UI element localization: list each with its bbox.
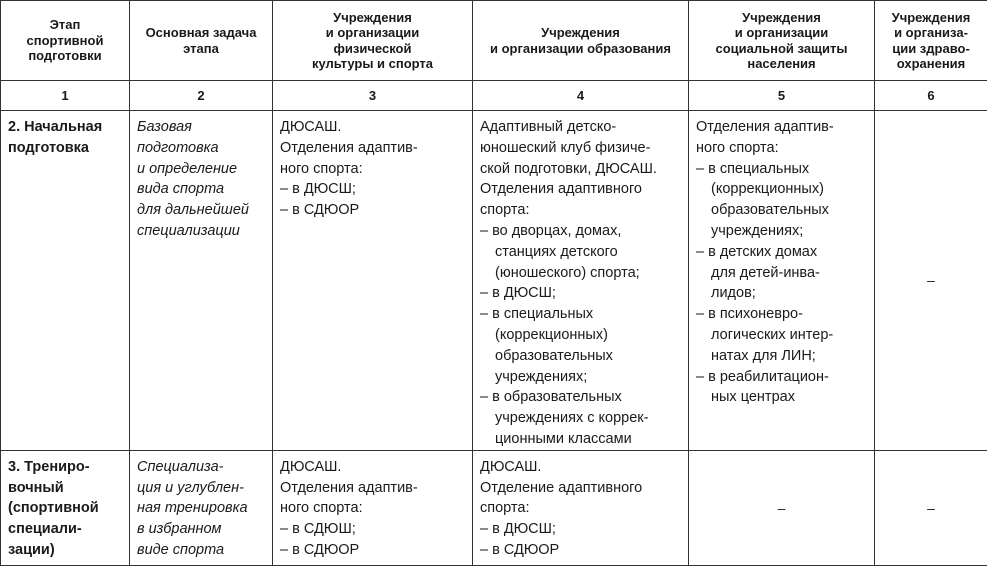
cell-line: станциях детского <box>480 242 682 263</box>
header-cell <box>689 1 875 81</box>
cell-line: лидов; <box>696 283 868 304</box>
cell-line: вочный <box>8 478 123 499</box>
cell-line: – в ДЮСШ; <box>480 519 682 540</box>
header-line: и организации <box>689 25 874 41</box>
task-cell <box>130 111 273 451</box>
social-institutions-cell: – <box>689 450 875 565</box>
header-line: населения <box>689 56 874 72</box>
header-line: охранения <box>875 56 987 72</box>
header-cell <box>473 1 689 81</box>
column-number: 5 <box>689 81 875 111</box>
cell-line: ДЮСАШ. <box>280 117 466 138</box>
header-line: социальной защиты <box>689 41 874 57</box>
cell-line: Отделение адаптивного <box>480 478 682 499</box>
cell-line: ционными классами <box>480 429 682 450</box>
cell-line: и определение <box>137 159 266 180</box>
header-line: Учреждения <box>273 10 472 26</box>
table-row <box>1 111 987 451</box>
cell-line: – в детских домах <box>696 242 868 263</box>
stage-cell <box>1 111 130 451</box>
cell-line: 3. Трениро- <box>8 457 123 478</box>
column-number: 4 <box>473 81 689 111</box>
column-number: 3 <box>273 81 473 111</box>
header-line: Учреждения <box>473 25 688 41</box>
cell-line: логических интер- <box>696 325 868 346</box>
header-line: и организа- <box>875 25 987 41</box>
education-institutions-cell <box>473 111 689 451</box>
cell-line: ДЮСАШ. <box>280 457 466 478</box>
cell-line: Адаптивный детско- <box>480 117 682 138</box>
cell-line: ДЮСАШ. <box>480 457 682 478</box>
column-number: 2 <box>130 81 273 111</box>
cell-line: ного спорта: <box>280 498 466 519</box>
stage-cell <box>1 450 130 565</box>
cell-line: в избранном <box>137 519 266 540</box>
cell-line: специали- <box>8 519 123 540</box>
sport-institutions-cell <box>273 111 473 451</box>
cell-line: образовательных <box>480 346 682 367</box>
header-line: и организации образования <box>473 41 688 57</box>
cell-line: (коррекционных) <box>696 179 868 200</box>
header-line: подготовки <box>1 48 129 64</box>
cell-line: – во дворцах, домах, <box>480 221 682 242</box>
cell-line: Отделения адаптив- <box>280 138 466 159</box>
header-line: и организации <box>273 25 472 41</box>
cell-line: юношеский клуб физиче- <box>480 138 682 159</box>
header-cell <box>130 1 273 81</box>
header-line: физической <box>273 41 472 57</box>
column-number-row <box>1 81 987 111</box>
cell-line: специализации <box>137 221 266 242</box>
header-cell <box>875 1 987 81</box>
cell-line: зации) <box>8 540 123 561</box>
cell-line: – в СДЮШ; <box>280 519 466 540</box>
education-institutions-cell <box>473 450 689 565</box>
cell-line: натах для ЛИН; <box>696 346 868 367</box>
header-line: культуры и спорта <box>273 56 472 72</box>
cell-line: – в ДЮСШ; <box>480 283 682 304</box>
cell-line: спорта: <box>480 498 682 519</box>
cell-line: ная тренировка <box>137 498 266 519</box>
header-line: Учреждения <box>689 10 874 26</box>
health-institutions-cell: – <box>875 111 987 451</box>
cell-line: виде спорта <box>137 540 266 561</box>
table-row <box>1 450 987 565</box>
cell-line: Отделения адаптив- <box>280 478 466 499</box>
header-line: этапа <box>130 41 272 57</box>
cell-line: – в реабилитацион- <box>696 367 868 388</box>
cell-line: – в ДЮСШ; <box>280 179 466 200</box>
cell-line: Отделения адаптивного <box>480 179 682 200</box>
cell-line: образовательных <box>696 200 868 221</box>
column-number: 6 <box>875 81 987 111</box>
cell-line: – в специальных <box>480 304 682 325</box>
cell-line: Отделения адаптив- <box>696 117 868 138</box>
cell-line: подготовка <box>8 138 123 159</box>
cell-line: (юношеского) спорта; <box>480 263 682 284</box>
header-row <box>1 1 987 81</box>
task-cell <box>130 450 273 565</box>
cell-line: для детей-инва- <box>696 263 868 284</box>
header-line: Учреждения <box>875 10 987 26</box>
cell-line: 2. Начальная <box>8 117 123 138</box>
cell-line: спорта: <box>480 200 682 221</box>
cell-line: подготовка <box>137 138 266 159</box>
cell-line: ской подготовки, ДЮСАШ. <box>480 159 682 180</box>
cell-line: – в образовательных <box>480 387 682 408</box>
cell-line: – в психоневро- <box>696 304 868 325</box>
header-line: Основная задача <box>130 25 272 41</box>
header-line: Этап <box>1 17 129 33</box>
health-institutions-cell: – <box>875 450 987 565</box>
cell-line: – в специальных <box>696 159 868 180</box>
header-line: ции здраво- <box>875 41 987 57</box>
cell-line: ного спорта: <box>696 138 868 159</box>
cell-line: (спортивной <box>8 498 123 519</box>
cell-line: ных центрах <box>696 387 868 408</box>
cell-line: учреждениях; <box>696 221 868 242</box>
cell-line: учреждениях с коррек- <box>480 408 682 429</box>
cell-line: ного спорта: <box>280 159 466 180</box>
header-cell <box>273 1 473 81</box>
cell-line: для дальнейшей <box>137 200 266 221</box>
cell-line: Специализа- <box>137 457 266 478</box>
cell-line: учреждениях; <box>480 367 682 388</box>
cell-line: – в СДЮОР <box>280 540 466 561</box>
column-number: 1 <box>1 81 130 111</box>
cell-line: ция и углублен- <box>137 478 266 499</box>
social-institutions-cell <box>689 111 875 451</box>
header-line: спортивной <box>1 33 129 49</box>
cell-line: – в СДЮОР <box>280 200 466 221</box>
cell-line: вида спорта <box>137 179 266 200</box>
cell-line: (коррекционных) <box>480 325 682 346</box>
header-cell <box>1 1 130 81</box>
sport-institutions-cell <box>273 450 473 565</box>
cell-line: – в СДЮОР <box>480 540 682 561</box>
cell-line: Базовая <box>137 117 266 138</box>
